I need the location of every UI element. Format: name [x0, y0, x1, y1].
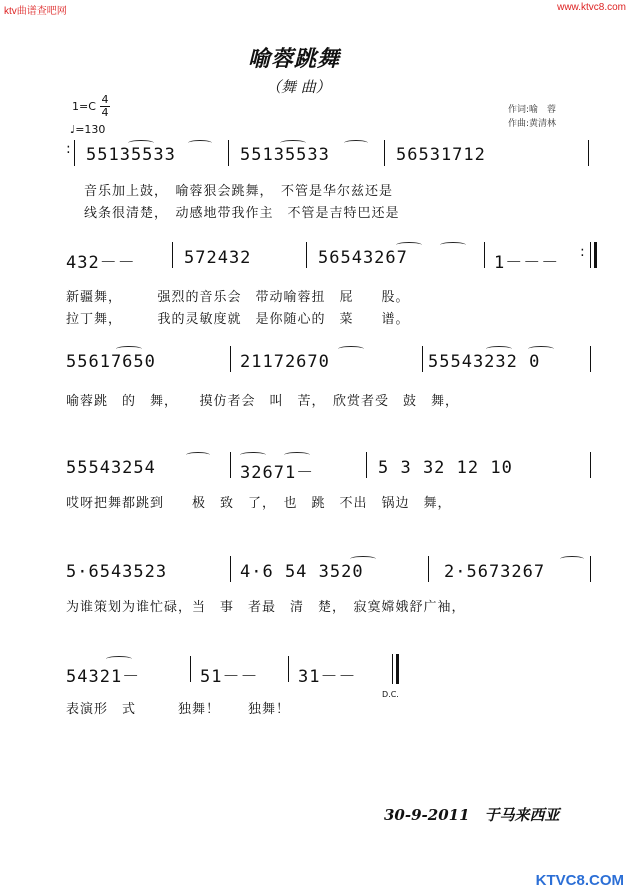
measure-17: 54321－: [66, 667, 141, 687]
lyrics-row-2-verse-2: 拉丁舞， 我的灵敏度就 是你随心的 菜 谱。: [66, 312, 410, 327]
slur: [350, 556, 376, 562]
barline: [590, 346, 591, 372]
slur: [106, 656, 132, 662]
barline: [288, 656, 289, 682]
measure-9: 21172670: [240, 352, 330, 372]
barline: [230, 452, 231, 478]
composer: 作曲:黄清林: [508, 119, 557, 129]
barline: [590, 556, 591, 582]
slur: [280, 140, 306, 146]
slur: [338, 346, 364, 352]
lyricist: 作词:喻 蓉: [508, 105, 557, 115]
measure-4: 432－－: [66, 253, 136, 273]
slur: [128, 140, 154, 146]
measure-18: 51－－: [200, 667, 259, 687]
barline: [228, 140, 229, 166]
lyrics-row-1-verse-1: 音乐加上鼓， 喻蓉狠会跳舞， 不管是华尔兹还是: [84, 184, 394, 199]
lyrics-row-2-verse-1: 新疆舞， 强烈的音乐会 带动喻蓉扭 屁 股。: [66, 290, 410, 305]
slur: [240, 452, 266, 458]
lyrics-row-3: 喻蓉跳 的 舞， 摸仿者会 叫 苦， 欣赏者受 鼓 舞，: [66, 394, 460, 409]
barline: [74, 140, 75, 166]
watermark-right: www.ktvc8.com: [557, 2, 626, 13]
barline: [392, 654, 393, 684]
measure-6: 56543267: [318, 248, 408, 268]
barline: [590, 242, 591, 268]
slur: [284, 452, 310, 458]
repeat-dots-start: :: [66, 141, 71, 157]
measure-15: 4·6 54 3520: [240, 562, 364, 582]
slur: [344, 140, 368, 146]
barline: [428, 556, 429, 582]
slur: [440, 242, 466, 248]
slur: [486, 346, 512, 352]
time-sig-top: 4: [101, 93, 109, 106]
repeat-dots-end: :: [580, 244, 585, 260]
measure-13: 5 3 32 12 10: [378, 458, 513, 478]
measure-5: 572432: [184, 248, 252, 268]
lyrics-row-1-verse-2: 线条很清楚， 动感地带我作主 不管是吉特巴还是: [84, 206, 400, 221]
time-signature: [100, 94, 110, 119]
slur: [186, 452, 210, 458]
song-title: 喻蓉跳舞: [248, 46, 341, 72]
measure-19: 31－－: [298, 667, 357, 687]
measure-16: 2·5673267: [444, 562, 546, 582]
measure-8: 55617650: [66, 352, 156, 372]
measure-10: 55543232 0: [428, 352, 541, 372]
slur: [528, 346, 554, 352]
final-barline: [396, 654, 399, 684]
slur: [560, 556, 584, 562]
site-logo: KTVC8.COM: [535, 872, 624, 889]
measure-7: 1－－－: [494, 253, 560, 273]
barline: [588, 140, 589, 166]
lyrics-row-4: 哎呀把舞都跳到 极 致 了， 也 跳 不出 锅边 舞，: [66, 496, 452, 511]
slur: [116, 346, 142, 352]
barline: [172, 242, 173, 268]
measure-12: 32671－: [240, 463, 315, 483]
lyrics-row-6: 表演形 式 独舞！ 独舞！: [66, 702, 291, 717]
tempo-mark: ♩=130: [70, 123, 106, 136]
measure-14: 5·6543523: [66, 562, 168, 582]
time-sig-bottom: 4: [101, 106, 109, 119]
watermark-left: ktv曲谱查吧网: [4, 6, 67, 17]
barline: [306, 242, 307, 268]
song-subtitle: （舞 曲）: [266, 78, 331, 96]
measure-1: 55135533: [86, 145, 176, 165]
barline: [422, 346, 423, 372]
key-signature: 1=C: [72, 100, 96, 113]
measure-2: 55135533: [240, 145, 330, 165]
barline: [366, 452, 367, 478]
barline: [484, 242, 485, 268]
slur: [188, 140, 212, 146]
barline: [384, 140, 385, 166]
barline: [190, 656, 191, 682]
measure-11: 55543254: [66, 458, 156, 478]
da-capo-mark: D.C.: [382, 690, 399, 699]
final-barline: [594, 242, 597, 268]
date-place-signature: 30-9-2011 于马来西亚: [384, 806, 560, 824]
barline: [230, 346, 231, 372]
barline: [590, 452, 591, 478]
slur: [396, 242, 422, 248]
measure-3: 56531712: [396, 145, 486, 165]
lyrics-row-5: 为谁策划为谁忙碌，当 事 者最 清 楚， 寂寞嫦娥舒广袖，: [66, 600, 466, 615]
barline: [230, 556, 231, 582]
